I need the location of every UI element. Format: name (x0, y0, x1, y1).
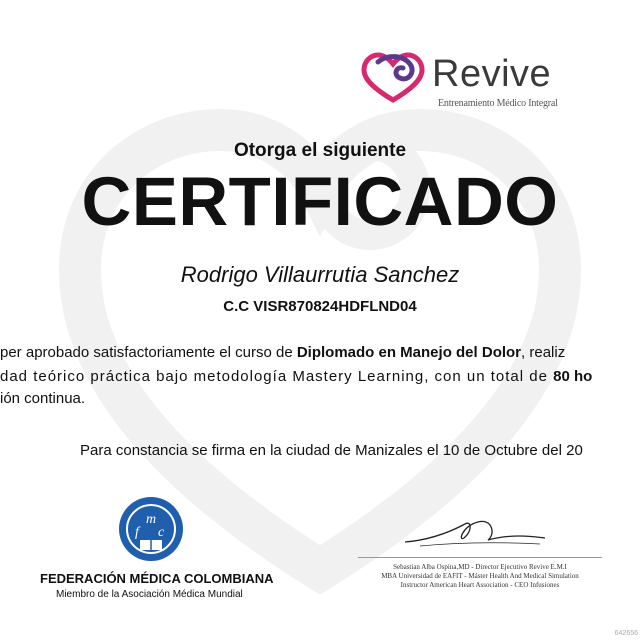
signatory-line-3: Instructor American Heart Association - CEO Infusiones (400, 581, 560, 589)
federation-subtitle: Miembro de la Asociación Médica Mundial (56, 589, 243, 600)
stock-id: 642656 (614, 630, 638, 637)
recipient-name: Rodrigo Villaurrutia Sanchez (180, 262, 460, 287)
signature-rule (358, 557, 602, 558)
federation-letter-m: m (146, 512, 157, 527)
signatory-line-1: Sebastian Alba Ospina,MD - Director Ejecutivo Revive E.M.I (393, 563, 567, 571)
federation-letter-c: c (158, 525, 165, 540)
body-line-1 (0, 344, 565, 361)
body-line-2 (0, 368, 592, 385)
signing-statement: Para constancia se firma en la ciudad de Manizales el 10 de Octubre del 20 (80, 442, 583, 459)
logo-name: Revive (432, 53, 552, 95)
federation-seal-icon (118, 496, 184, 562)
signature-icon (400, 512, 550, 554)
intro-text: Otorga el siguiente (233, 140, 407, 161)
body-line-2-start: dad teórico práctica bajo metodología Mastery Learning, con un total de (0, 368, 554, 385)
federation-name: FEDERACIÓN MÉDICA COLOMBIANA (40, 571, 274, 586)
recipient-id: C.C VISR870824HDFLND04 (223, 298, 417, 315)
body-line-3: ión continua. (0, 390, 86, 407)
body-line-1-start: per aprobado satisfactoriamente el curso de (0, 344, 297, 361)
signatory-line-2: MBA Universidad de EAFIT - Máster Health And Medical Simulation (381, 572, 579, 580)
course-hours: 80 ho (553, 368, 593, 385)
course-name: Diplomado en Manejo del Dolor (296, 344, 522, 361)
logo-tagline: Entrenamiento Médico Integral (438, 98, 558, 109)
certificate-title: CERTIFICADO (81, 163, 559, 240)
body-line-1-end: , realiz (521, 344, 566, 361)
federation-letter-f: f (135, 525, 139, 540)
